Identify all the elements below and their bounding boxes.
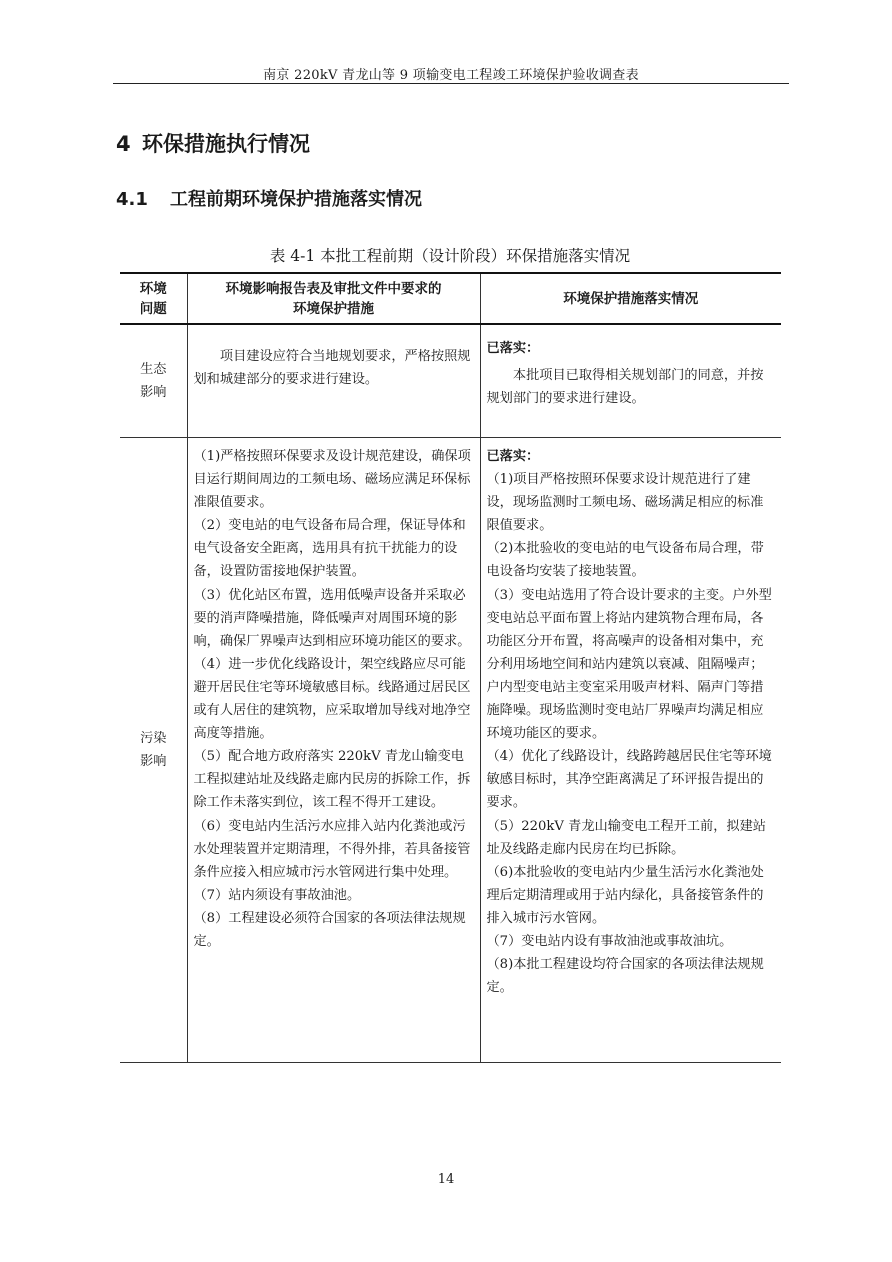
implementation-item: 本批项目已取得相关规划部门的同意，并按规划部门的要求进行建设。 (486, 368, 764, 407)
subsection-number: 4.1 (116, 189, 148, 210)
table-header-row (120, 273, 781, 324)
required-measure-item: （7）站内须设有事故油池。 (193, 887, 361, 903)
implementation-item: （2)本批验收的变电站的电气设备布局合理，带电设备均安装了接地装置。 (486, 541, 764, 580)
issue-cell: 生态 影响 (120, 324, 187, 438)
required-measure-item: 项目建设应符合当地规划要求，严格按照规划和城建部分的要求进行建设。 (193, 349, 471, 388)
required-measure-item: （8）工程建设必须符合国家的各项法律法规规定。 (193, 910, 466, 949)
implementation-item: （3）变电站选用了符合设计要求的主变。户外型变电站总平面布置上将站内建筑物合理布局，各功能区分开布置，将高噪声的设备相对集中，充分利用场地空间和站内建筑以衰减、阻隔噪声；户内型变电站主变室采用吸声材料、隔声门等措施降噪。现场监测时变电站厂界噪声均满足相应环境功能区的要求。 (486, 587, 772, 742)
implementation-item: （8)本批工程建设均符合国家的各项法律法规规定。 (486, 957, 764, 996)
status-label: 已落实： (486, 449, 540, 464)
column-header-issue: 环境 问题 (120, 273, 187, 324)
table-row-ecology (120, 324, 781, 438)
required-measure-item: （5）配合地方政府落实 220kV 青龙山输变电工程拟建站址及线路走廊内民房的拆除工作，拆除工作未落实到位，该工程不得开工建设。 (193, 749, 471, 811)
page-number: 14 (437, 1172, 455, 1187)
table-row-pollution (120, 438, 781, 1063)
running-header: 南京 220kV 青龙山等 9 项输变电工程竣工环境保护验收调查表 (263, 68, 639, 83)
subsection-heading (116, 185, 422, 211)
implementation-item: （4）优化了线路设计，线路跨越居民住宅等环境敏感目标时，其净空距离满足了环评报告提出的要求。 (486, 749, 772, 811)
status-label: 已落实： (486, 341, 540, 356)
required-measures-cell (187, 438, 480, 1063)
section-number: 4 (116, 132, 131, 156)
implementation-item: （6)本批验收的变电站内少量生活污水化粪池处理后定期清理或用于站内绿化，具备接管条件的排入城市污水管网。 (486, 864, 764, 926)
required-measure-item: （6）变电站内生活污水应排入站内化粪池或污水处理装置并定期清理，不得外排，若具备接管条件应接入相应城市污水管网进行集中处理。 (193, 818, 471, 880)
implementation-item: （7）变电站内设有事故油池或事故油坑。 (486, 933, 733, 949)
section-title: 环保措施执行情况 (142, 132, 310, 156)
implementation-cell (480, 438, 781, 1063)
implementation-item: （5）220kV 青龙山输变电工程开工前，拟建站址及线路走廊内民房在均已拆除。 (486, 818, 766, 857)
implementation-item: （1)项目严格按照环保要求设计规范进行了建设，现场监测时工频电场、磁场满足相应的标准限值要求。 (486, 472, 764, 534)
column-header-required-measures: 环境影响报告表及审批文件中要求的 环境保护措施 (187, 273, 480, 324)
subsection-title: 工程前期环境保护措施落实情况 (170, 189, 422, 210)
required-measures-cell (187, 324, 480, 438)
header-rule (113, 83, 789, 84)
issue-cell: 污染 影响 (120, 438, 187, 1063)
implementation-cell (480, 324, 781, 438)
required-measure-item: （1)严格按照环保要求及设计规范建设，确保项目运行期间周边的工频电场、磁场应满足环保标准限值要求。 (193, 449, 471, 511)
table-caption: 表 4-1 本批工程前期（设计阶段）环保措施落实情况 (269, 247, 631, 265)
section-heading (116, 128, 310, 158)
measures-table (120, 272, 781, 1063)
column-header-implementation: 环境保护措施落实情况 (480, 273, 781, 324)
required-measure-item: （2）变电站的电气设备布局合理，保证导体和电气设备安全距离，选用具有抗干扰能力的设备，设置防雷接地保护装置。 (193, 518, 466, 580)
required-measure-item: （3）优化站区布置，选用低噪声设备并采取必要的消声降噪措施，降低噪声对周围环境的影响，确保厂界噪声达到相应环境功能区的要求。 (193, 587, 471, 649)
required-measure-item: （4）进一步优化线路设计，架空线路应尽可能避开居民住宅等环境敏感目标。线路通过居民区或有人居住的建筑物，应采取增加导线对地净空高度等措施。 (193, 656, 471, 742)
